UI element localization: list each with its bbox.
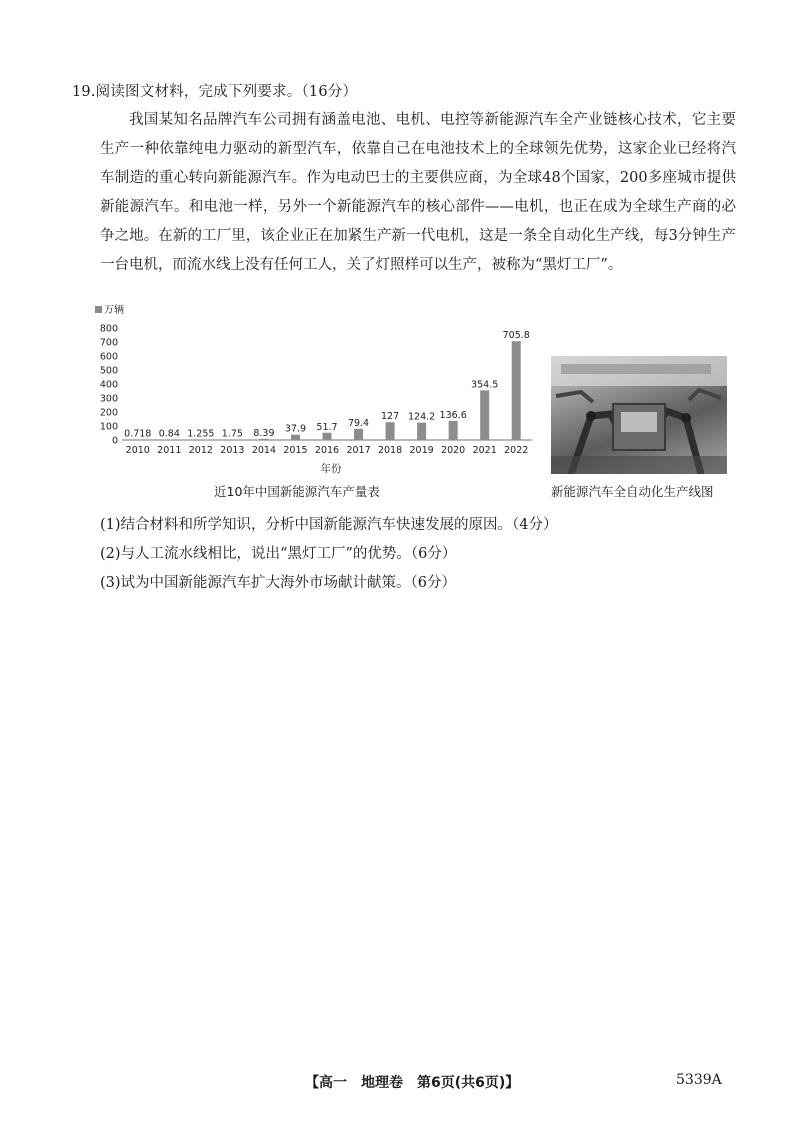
production-bar-chart (92, 302, 542, 478)
bar-value-label: 8.39 (253, 427, 275, 439)
bar-value-label: 51.7 (316, 421, 338, 433)
robot-arms-image (551, 356, 727, 474)
bar-value-label: 0.84 (158, 428, 180, 440)
bar-2015 (291, 435, 300, 440)
bar-2014 (259, 439, 268, 440)
x-tick-label: 2014 (251, 445, 277, 456)
bar-value-label: 705.8 (502, 330, 530, 342)
x-tick-label: 2015 (283, 445, 308, 456)
bar-2019 (417, 423, 426, 440)
x-tick-label: 2013 (220, 445, 245, 456)
bar-2020 (449, 421, 458, 440)
bar-2018 (386, 422, 395, 440)
bar-value-label: 79.4 (347, 417, 370, 429)
bar-2017 (354, 429, 363, 440)
y-tick-label: 600 (99, 351, 118, 363)
x-axis-title: 年份 (320, 463, 342, 475)
x-tick-label: 2011 (157, 445, 182, 456)
bar-2010 (133, 439, 142, 440)
bar-2022 (512, 341, 521, 440)
bar-value-label: 1.75 (221, 428, 243, 440)
photo-caption: 新能源汽车全自动化生产线图 (551, 484, 714, 499)
bar-2011 (165, 439, 174, 440)
bar-value-label: 37.9 (284, 423, 307, 435)
bar-value-label: 124.2 (408, 411, 436, 423)
page-footer: 【高一 地理卷 第6页(共6页)】 (305, 1075, 520, 1091)
y-tick-label: 100 (99, 421, 118, 433)
legend-label: 万辆 (104, 305, 124, 316)
question-heading: 19.阅读图文材料，完成下列要求。（16分） (72, 84, 358, 100)
x-tick-label: 2010 (125, 445, 150, 456)
bar-value-label: 0.718 (124, 428, 152, 440)
x-tick-label: 2012 (188, 445, 213, 456)
subquestion-3: (3)试为中国新能源汽车扩大海外市场献计献策。（6分） (100, 575, 457, 591)
bar-2021 (480, 390, 489, 440)
production-line-photo (551, 356, 727, 474)
bar-value-label: 136.6 (439, 409, 467, 421)
question-passage: 我国某知名品牌汽车公司拥有涵盖电池、电机、电控等新能源汽车全产业链核心技术，它主要生产一种依靠纯电力驱动的新型汽车，依靠自己在电池技术上的全球领先优势，这家企业已经将汽车制造的重心转向新能源汽车。作为电动巴士的主要供应商，为全球48个国家，200多座城市提供新能源汽车。和电池一样，另外一个新能源汽车的核心部件——电机，也正在成为全球生产商的必争之地。在新的工厂里，该企业正在加紧生产新一代电机，这是一条全自动化生产线，每3分钟生产一台电机，而流水线上没有任何工人，关了灯照样可以生产，被称为“黑灯工厂”。 (100, 112, 736, 273)
x-tick-label: 2020 (441, 445, 466, 456)
legend-swatch (95, 306, 102, 313)
y-tick-label: 500 (99, 365, 118, 377)
paper-code: 5339A (676, 1072, 722, 1088)
chart-legend (95, 303, 124, 316)
bar-value-label: 1.255 (187, 428, 215, 440)
x-tick-label: 2017 (346, 445, 371, 456)
bar-2013 (228, 439, 237, 440)
bar-2016 (323, 433, 332, 440)
y-tick-label: 300 (99, 393, 118, 405)
subquestion-2: (2)与人工流水线相比，说出“黑灯工厂”的优势。（6分） (100, 546, 457, 562)
bar-2012 (196, 439, 205, 440)
y-tick-label: 800 (99, 323, 118, 335)
y-tick-label: 400 (99, 379, 118, 391)
x-tick-label: 2016 (314, 445, 340, 456)
y-tick-label: 0 (111, 435, 118, 447)
production-chart (92, 302, 542, 478)
x-tick-label: 2018 (377, 445, 403, 456)
y-tick-label: 200 (99, 407, 118, 419)
subquestion-1: (1)结合材料和所学知识，分析中国新能源汽车快速发展的原因。（4分） (100, 517, 558, 533)
chart-caption: 近10年中国新能源汽车产量表 (214, 484, 380, 499)
y-tick-label: 700 (99, 337, 118, 349)
x-tick-label: 2019 (409, 445, 434, 456)
bar-value-label: 354.5 (471, 379, 499, 391)
x-tick-label: 2022 (504, 445, 529, 456)
bar-value-label: 127 (381, 411, 400, 423)
x-tick-label: 2021 (472, 445, 497, 456)
